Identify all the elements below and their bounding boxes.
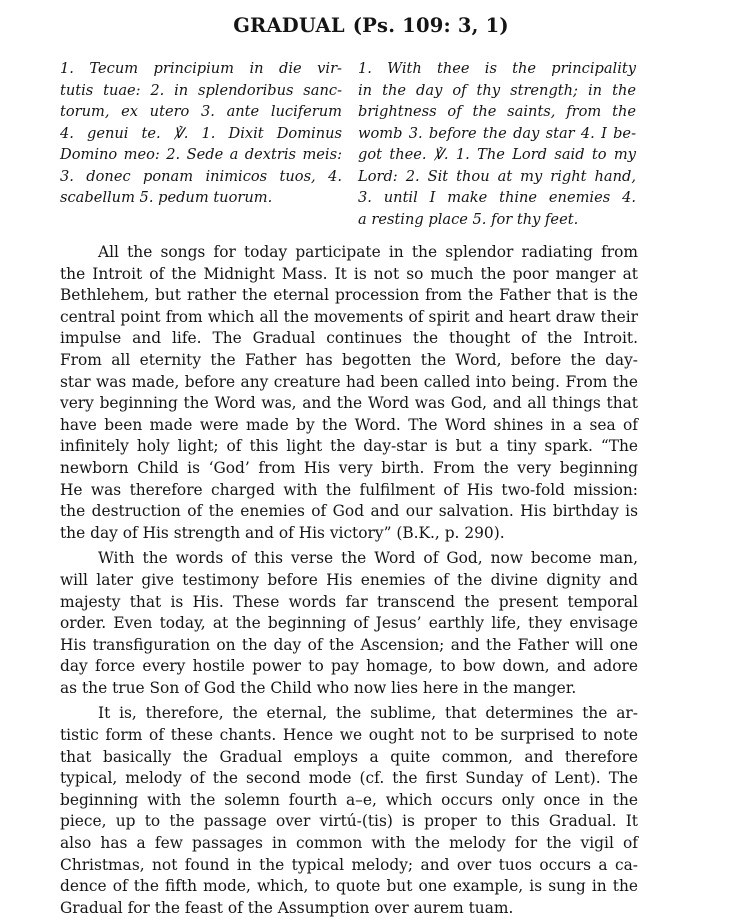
commentary-line: the Introit of the Midnight Mass. It is not so much the poor manger at bbox=[60, 264, 638, 283]
commentary-line: His transfiguration on the day of the Ascension; and the Father will one bbox=[60, 635, 638, 654]
latin-line: scabellum 5. pedum tuorum. bbox=[60, 189, 273, 206]
commentary-paragraph bbox=[60, 242, 638, 544]
commentary-line: will later give testimony before His enemies of the divine dignity and bbox=[60, 570, 638, 589]
commentary-line: piece, up to the passage over virtú-(tis) is proper to this Gradual. It bbox=[60, 812, 638, 831]
commentary-line: as the true Son of God the Child who now lies here in the manger. bbox=[60, 678, 577, 697]
english-line: brightness of the saints, from the bbox=[358, 103, 636, 120]
commentary-line: typical, melody of the second mode (cf. the first Sunday of Lent). The bbox=[60, 769, 638, 788]
english-line: a resting place 5. for thy feet. bbox=[358, 210, 579, 228]
commentary-line: beginning with the solemn fourth a–e, which occurs only once in the bbox=[60, 790, 638, 809]
latin-line: tutis tuae: 2. in splendoribus sanc- bbox=[60, 81, 342, 99]
english-translation-column bbox=[358, 58, 636, 230]
page-title bbox=[0, 14, 742, 37]
commentary-line: He was therefore charged with the fulfilment of His two-fold mission: bbox=[60, 480, 638, 499]
commentary-line: star was made, before any creature had been called into being. From the bbox=[60, 372, 638, 391]
english-line: 3. until I make thine enemies 4. bbox=[358, 189, 636, 206]
commentary-line: With the words of this verse the Word of God, now become man, bbox=[98, 549, 638, 568]
commentary-line: order. Even today, at the beginning of Jesus’ earthly life, they envisage bbox=[60, 614, 638, 633]
commentary-line: All the songs for today participate in the splendor radiating from bbox=[98, 243, 638, 261]
latin-line: torum, ex utero 3. ante luciferum bbox=[60, 103, 342, 120]
commentary-line: newborn Child is ‘God’ from His very birth. From the very beginning bbox=[60, 458, 638, 477]
psalm-reference: (Ps. 109: 3, 1) bbox=[352, 14, 509, 37]
latin-line: 1. Tecum principium in die vir- bbox=[60, 60, 342, 77]
latin-text-column bbox=[60, 58, 342, 209]
commentary-line: Gradual for the feast of the Assumption over aurem tuam. bbox=[60, 898, 514, 917]
commentary-line: majesty that is His. These words far transcend the present temporal bbox=[60, 592, 638, 611]
english-line: womb 3. before the day star 4. I be- bbox=[358, 124, 636, 142]
commentary-body bbox=[60, 242, 638, 923]
latin-line: Domino meo: 2. Sede a dextris meis: bbox=[60, 146, 342, 163]
commentary-paragraph bbox=[60, 548, 638, 699]
english-line: 1. With thee is the principality bbox=[358, 60, 636, 77]
commentary-line: also has a few passages in common with the melody for the vigil of bbox=[60, 834, 638, 853]
commentary-line: infinitely holy light; of this light the day-star is but a tiny spark. “The bbox=[60, 437, 638, 456]
latin-line: 3. donec ponam inimicos tuos, 4. bbox=[60, 167, 342, 185]
english-line: got thee. ℣. 1. The Lord said to my bbox=[358, 146, 636, 163]
commentary-line: the day of His strength and of His victory” (B.K., p. 290). bbox=[60, 523, 505, 542]
commentary-paragraph bbox=[60, 703, 638, 919]
commentary-line: dence of the fifth mode, which, to quote but one example, is sung in the bbox=[60, 877, 638, 896]
commentary-line: Bethlehem, but rather the eternal procession from the Father that is the bbox=[60, 286, 638, 305]
commentary-line: From all eternity the Father has begotten the Word, before the day- bbox=[60, 350, 638, 369]
title-text: GRADUAL bbox=[233, 14, 345, 37]
english-line: Lord: 2. Sit thou at my right hand, bbox=[358, 167, 636, 185]
commentary-line: tistic form of these chants. Hence we ought not to be surprised to note bbox=[60, 726, 638, 745]
latin-line: 4. genui te. ℣. 1. Dixit Dominus bbox=[60, 124, 342, 142]
commentary-line: It is, therefore, the eternal, the sublime, that determines the ar- bbox=[98, 704, 638, 723]
commentary-line: that basically the Gradual employs a quite common, and therefore bbox=[60, 747, 638, 766]
commentary-line: have been made were made by the Word. The Word shines in a sea of bbox=[60, 415, 638, 434]
commentary-line: impulse and life. The Gradual continues the thought of the Introit. bbox=[60, 329, 638, 348]
commentary-line: day force every hostile power to pay homage, to bow down, and adore bbox=[60, 657, 638, 676]
commentary-line: very beginning the Word was, and the Word was God, and all things that bbox=[60, 394, 638, 413]
commentary-line: Christmas, not found in the typical melody; and over tuos occurs a ca- bbox=[60, 855, 638, 874]
commentary-line: central point from which all the movements of spirit and heart draw their bbox=[60, 307, 638, 326]
english-line: in the day of thy strength; in the bbox=[358, 81, 636, 99]
commentary-line: the destruction of the enemies of God and our salvation. His birthday is bbox=[60, 502, 638, 521]
